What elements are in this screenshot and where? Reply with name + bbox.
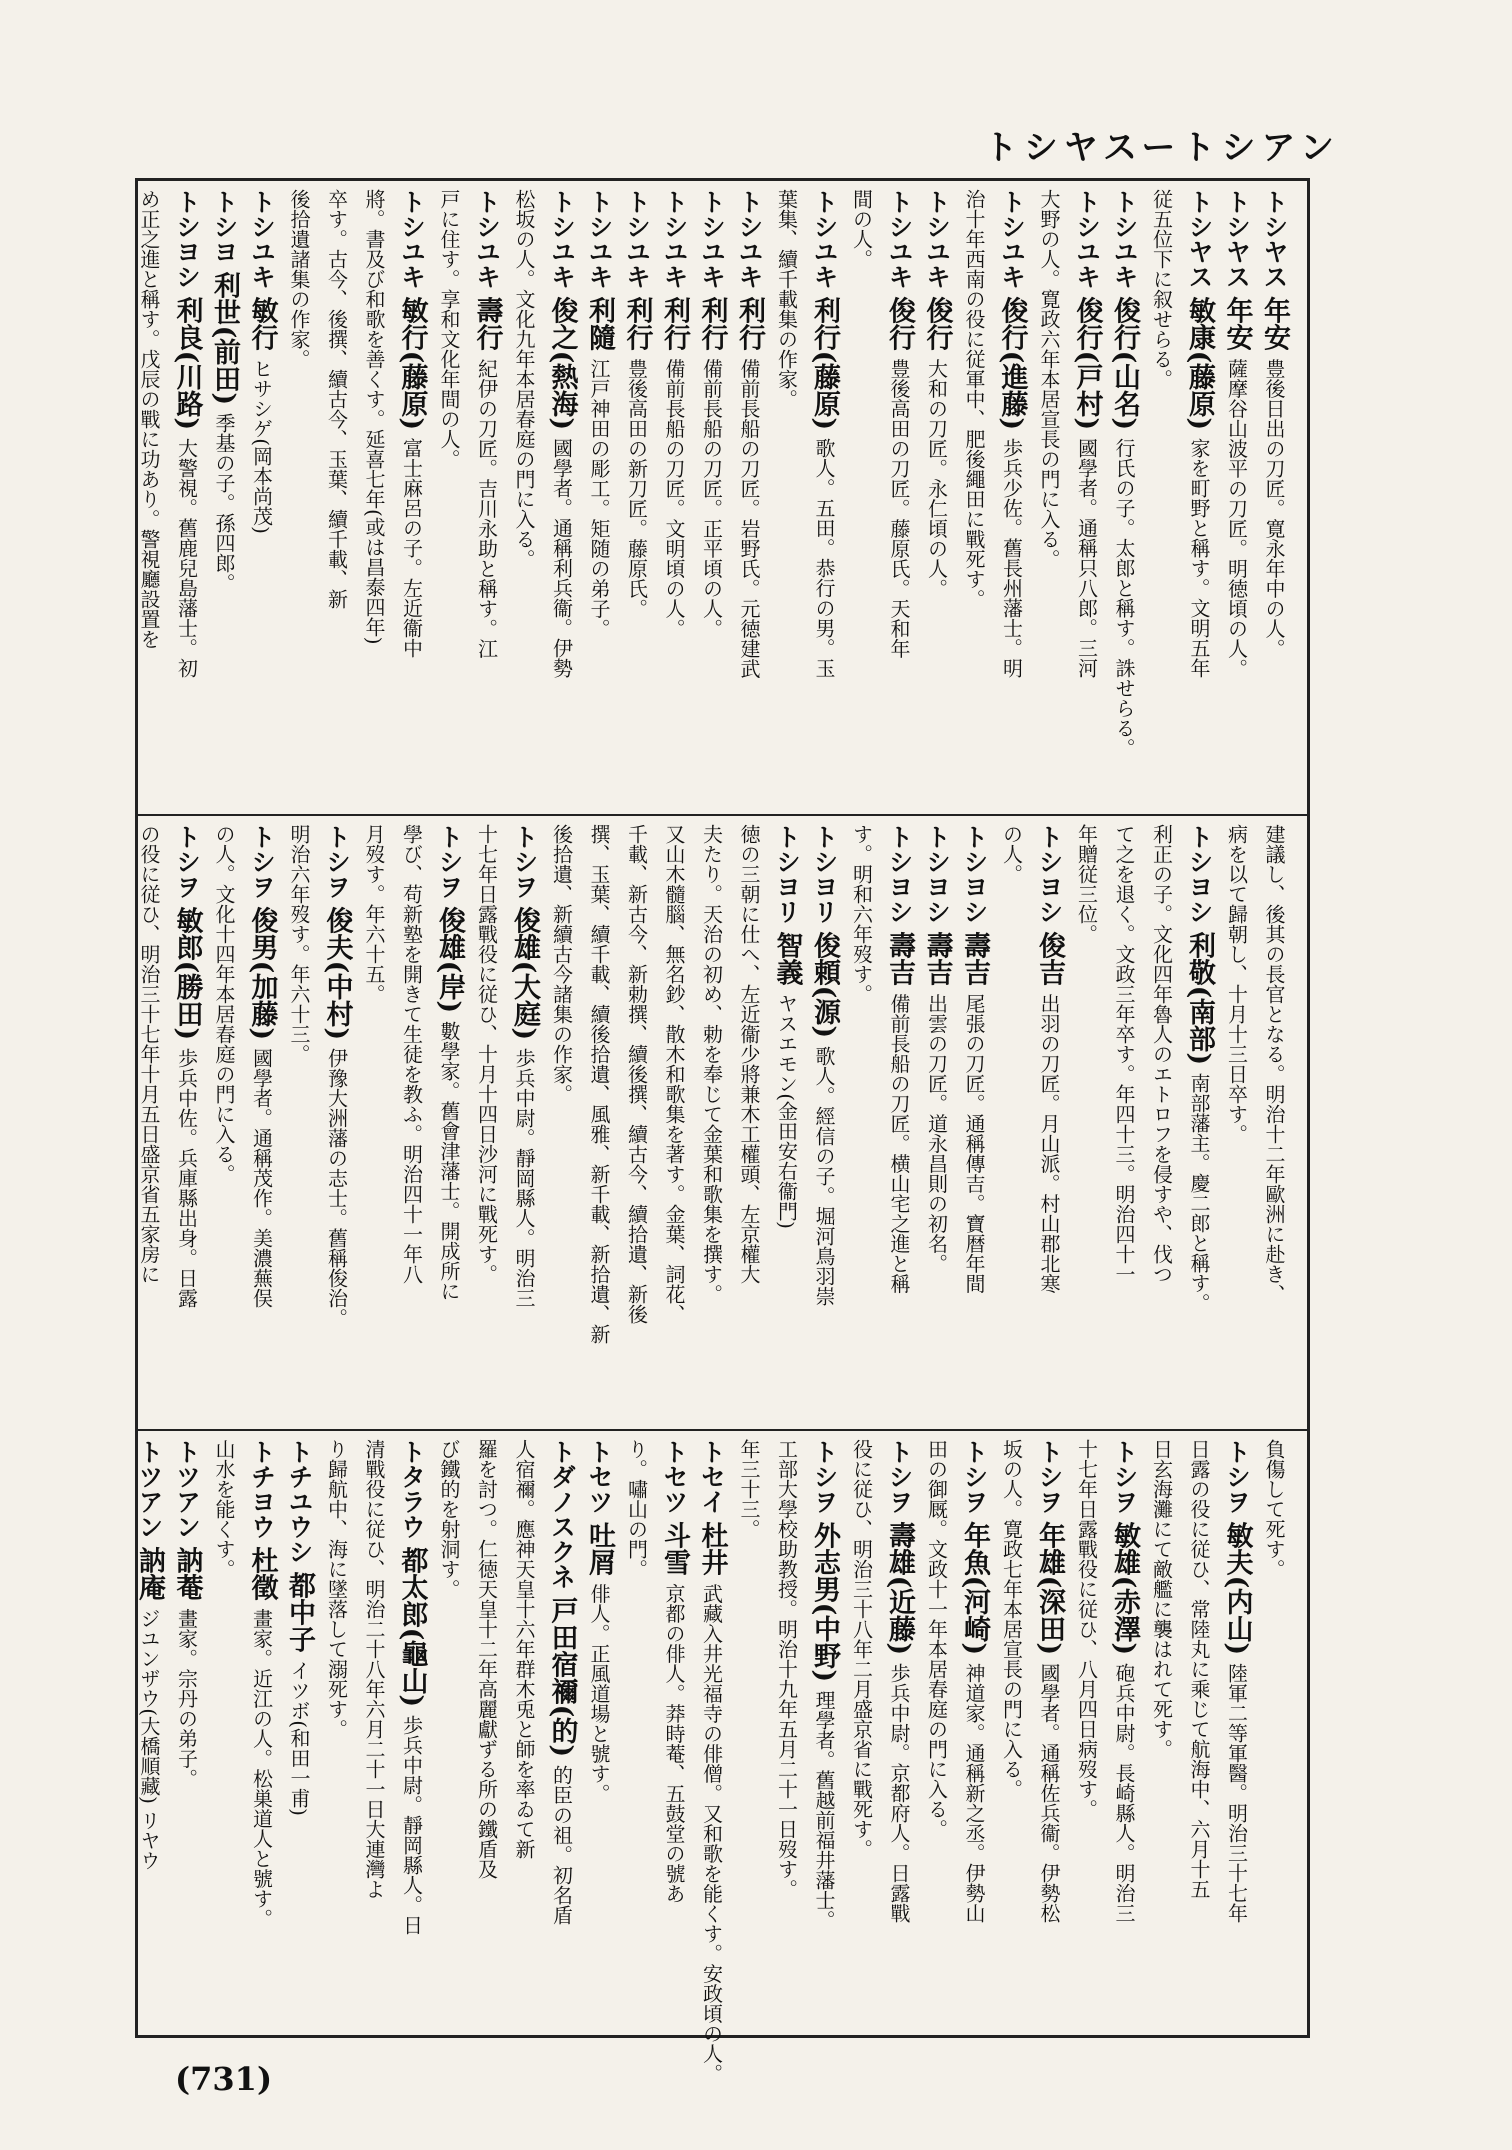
entry-column <box>1181 824 1219 1421</box>
entry-description: 月歿す。年六十五。 <box>362 824 386 1004</box>
entry-column <box>206 189 244 806</box>
entry-description: 十七年日露戰役に従ひ、八月四日病歿す。 <box>1074 1439 1099 1819</box>
entry-column <box>131 824 169 1421</box>
entry-reading: トシユキ <box>1110 189 1139 289</box>
entry-reading: トシヲ <box>1110 1439 1139 1514</box>
entry-description: 理學者。舊越前福井藩士。 <box>812 1689 836 1930</box>
entry-description: 松坂の人。文化九年本居春庭の門に入る。 <box>512 189 536 569</box>
entry-column <box>131 189 169 806</box>
entry-column <box>656 1439 694 2027</box>
entry-reading: トシヲ <box>510 824 539 899</box>
entry-description: 負傷して死す。 <box>1262 1439 1286 1579</box>
entry-column <box>993 1439 1031 2027</box>
entry-name: 俊頼(源) <box>809 931 840 1039</box>
entry-column <box>731 824 769 1421</box>
entry-description: 病を以て歸朝し、十月十三日卒す。 <box>1224 824 1249 1144</box>
entry-column <box>1068 1439 1106 2027</box>
entry-column <box>881 824 919 1421</box>
running-title: トシヤスートシアン <box>983 128 1340 168</box>
entry-description: 富士麻呂の子。左近衞中 <box>399 437 424 658</box>
entry-name: 訥庵 <box>134 1546 165 1601</box>
entry-reading: トチヨウ <box>247 1439 277 1539</box>
entry-description: 年三十三。 <box>737 1439 761 1539</box>
entry-description: 後拾遺諸集の作家。 <box>287 189 311 369</box>
entry-column <box>1143 1439 1181 2027</box>
entry-description: 薩摩谷山波平の刀匠。明徳頃の人。 <box>1224 358 1249 679</box>
entry-column <box>806 824 844 1421</box>
entry-description: 歌人。經信の子。堀河鳥羽崇 <box>812 1045 836 1306</box>
entry-description: 豊後日出の刀匠。寛永年中の人。 <box>1262 358 1286 659</box>
entry-reading: トタラウ <box>397 1439 427 1539</box>
entry-name: 俊之(熱海) <box>546 296 578 431</box>
entry-description: 歩兵中尉。靜岡縣人。明治三 <box>512 1047 536 1308</box>
entry-column <box>206 1439 244 2027</box>
entry-column <box>543 189 581 806</box>
entry-column <box>956 824 994 1421</box>
entry-description: 坂の人。寛政七年本居宣長の門に入る。 <box>999 1439 1024 1799</box>
entry-reading: トシユキ <box>810 189 839 289</box>
entry-description: 日玄海灘にて敵艦に襲はれて死す。 <box>1149 1439 1174 1759</box>
entry-column <box>1256 189 1294 806</box>
entry-name: 都中子 <box>284 1571 315 1653</box>
entry-reading: トシヤス <box>1185 189 1214 289</box>
entry-description: 羅を討つ。仁徳天皇十二年高麗獻ずる所の鐵盾及 <box>474 1439 499 1879</box>
entry-reading: トシユキ <box>247 189 277 289</box>
entry-column <box>168 824 206 1421</box>
entry-reading: トシヤス <box>1222 189 1252 289</box>
entry-column <box>693 824 731 1421</box>
entry-reading: トシユキ <box>397 189 427 289</box>
entry-column <box>281 189 319 806</box>
entry-description: 十七年日露戰役に従ひ、十月十四日沙河に戰死す。 <box>474 824 499 1284</box>
entry-description: 紀伊の刀匠。吉川永助と稱す。江 <box>474 358 499 659</box>
entry-reading: トシヲ <box>172 824 202 899</box>
entry-column <box>1256 1439 1294 2027</box>
entry-column <box>243 1439 281 2027</box>
entry-description: 行氏の子。太郎と稱す。誅せらる。 <box>1112 437 1136 758</box>
entry-column <box>581 1439 619 2027</box>
entry-column <box>956 1439 994 2027</box>
entry-name: 利隨 <box>584 296 615 351</box>
entry-column <box>1181 1439 1219 2027</box>
entry-reading: トシヲ <box>1222 1439 1252 1514</box>
entry-column <box>993 189 1031 806</box>
entry-description: ヒサシゲ(岡本尚茂) <box>249 358 274 534</box>
entry-description: 的臣の祖。初名盾 <box>549 1764 574 1925</box>
entry-reading: トシヨリ <box>810 824 839 924</box>
entry-name: 壽吉 <box>921 931 953 986</box>
entry-name: 斗雪 <box>659 1521 690 1576</box>
entry-reading: トダノスクネ <box>547 1439 577 1589</box>
entry-column <box>843 1439 881 2027</box>
entry-reading: トシヲ <box>435 824 464 899</box>
entry-reading: トシユキ <box>1072 189 1102 289</box>
tier-middle <box>138 816 1307 1431</box>
entry-column <box>918 1439 956 2027</box>
entry-column <box>206 824 244 1421</box>
entry-reading: トシヨシ <box>885 824 914 924</box>
entry-column <box>506 189 544 806</box>
entry-reading: トシヤス <box>1260 189 1289 289</box>
entry-reading: トセイ <box>697 1439 727 1514</box>
entry-description: 歩兵少佐。舊長州藩士。明 <box>999 437 1024 678</box>
entry-description: 田の御厩。文政十一年本居春庭の門に入る。 <box>924 1439 949 1839</box>
entry-description: 備前長船の刀匠。横山宅之進と稱 <box>887 993 911 1294</box>
entry-name: 年安 <box>1221 296 1253 351</box>
entry-description: 季基の子。孫四郎。 <box>212 412 236 593</box>
entry-column <box>1068 189 1106 806</box>
entry-column <box>281 1439 319 2027</box>
entry-column <box>768 1439 806 2027</box>
entry-column <box>1031 189 1069 806</box>
entry-description: 家を町野と稱す。文明五年 <box>1187 437 1211 678</box>
entry-name: 利世(前田) <box>209 271 240 406</box>
entry-column <box>993 824 1031 1421</box>
entry-name: 利行 <box>734 296 765 351</box>
entry-column <box>506 1439 544 2027</box>
entry-column <box>1031 824 1069 1421</box>
entry-column <box>843 824 881 1421</box>
entry-column <box>693 1439 731 2084</box>
entry-description: 工部大學校助教授。明治十九年五月二十一日歿す。 <box>774 1439 799 1899</box>
entry-reading: トシヨシ <box>172 189 202 289</box>
entry-column <box>731 189 769 806</box>
entry-column <box>881 189 919 806</box>
entry-description: 徳の三朝に仕へ、左近衞少將兼木工權頭、左京權大 <box>737 824 761 1284</box>
entry-description: 役に従ひ、明治三十八年二月盛京省に戰死す。 <box>849 1439 874 1859</box>
entry-column <box>693 189 731 806</box>
entry-description: 卒す。古今、後撰、續古今、玉葉、續千載、新 <box>324 189 349 609</box>
entry-column <box>956 189 994 806</box>
entry-description: て之を退く。文政三年卒す。年四十三。明治四十一 <box>1112 824 1136 1284</box>
entry-column <box>768 824 806 1421</box>
entry-description: 撰、玉葉、續千載、續後拾遺、風雅、新千載、新拾遺、新 <box>587 824 611 1344</box>
entry-name: 俊男(加藤) <box>246 906 278 1041</box>
entry-description: 尾張の刀匠。通稱傳吉。寶暦年間 <box>962 993 986 1294</box>
entry-name: 敏行(藤原) <box>396 296 428 431</box>
entry-description: 國學者。通稱茂作。美濃蕪俣 <box>249 1047 274 1308</box>
entry-description: 畫家。近江の人。松巣道人と號す。 <box>249 1608 274 1929</box>
entry-description: ヤスエモン(金田安右衞門) <box>774 993 799 1229</box>
entry-description: ジユンザウ(大橋順藏) リヤウ <box>137 1608 161 1871</box>
entry-description: 京都の俳人。莽時菴、五鼓堂の號あ <box>662 1583 686 1904</box>
entry-name: 年魚(河崎) <box>959 1521 990 1656</box>
entry-description: 數學家。舊會津藩士。開成所に <box>437 1020 461 1301</box>
entry-name: 都太郎(龜山) <box>396 1546 428 1708</box>
entry-column <box>618 1439 656 2027</box>
entry-description: 又山木髓腦、無名鈔、散木和歌集を著す。金葉、詞花、 <box>662 824 686 1324</box>
entry-reading: トチユウシ <box>285 1439 314 1564</box>
entry-description: 豊後高田の新刀匠。藤原氏。 <box>624 358 649 619</box>
entry-column <box>243 189 281 806</box>
entry-column <box>243 824 281 1421</box>
entry-description: イツボ(和田一甫) <box>287 1660 311 1816</box>
entry-reading: トツアン <box>172 1439 202 1539</box>
entry-description: 山水を能くす。 <box>212 1439 236 1579</box>
entry-column <box>318 189 356 806</box>
entry-column <box>1143 824 1181 1421</box>
entry-name: 年雄(深田) <box>1034 1521 1065 1656</box>
entry-description: 利正の子。文化四年魯人のエトロフを侵すや、伐つ <box>1149 824 1174 1284</box>
entry-column <box>356 824 394 1421</box>
entry-name: 俊吉 <box>1034 931 1065 986</box>
entry-name: 壽吉 <box>884 931 915 986</box>
entry-column <box>1106 189 1144 806</box>
entry-name: 俊行(山名) <box>1109 296 1140 431</box>
entry-column <box>318 824 356 1421</box>
entry-column <box>1106 824 1144 1421</box>
entry-reading: トシヨシ <box>1185 824 1214 924</box>
entry-name: 壽雄(近藤) <box>884 1521 915 1656</box>
entry-column <box>356 189 394 806</box>
entry-name: 敏郎(勝田) <box>171 906 203 1041</box>
entry-name: 俊行(戸村) <box>1071 296 1103 431</box>
entry-description: 伊豫大洲藩の志士。舊稱俊治。 <box>324 1047 349 1328</box>
entry-column <box>618 824 656 1421</box>
entry-reading: トセツ <box>585 1439 614 1514</box>
entry-name: 俊行 <box>921 296 953 351</box>
entry-description: 歩兵中佐。兵庫縣出身。日露 <box>174 1047 199 1308</box>
entry-description: 大野の人。寛政六年本居宣長の門に入る。 <box>1037 189 1061 569</box>
entry-name: 訥菴 <box>171 1546 203 1601</box>
entry-description: 夫たり。天治の初め、勅を奉じて金葉和歌集を撰す。 <box>699 824 724 1304</box>
entry-column <box>806 189 844 806</box>
entry-name: 敏行 <box>246 296 278 351</box>
entry-reading: トシヨシ <box>960 824 989 924</box>
entry-column <box>1106 1439 1144 2027</box>
entry-description: 年贈従三位。 <box>1074 824 1099 944</box>
entry-column <box>1218 824 1256 1421</box>
entry-description: 神道家。通稱新之丞。伊勢山 <box>962 1662 986 1923</box>
entry-reading: トシユキ <box>997 189 1027 289</box>
entry-description: 葉集、續千載集の作家。 <box>774 189 799 409</box>
entry-reading: トセツ <box>660 1439 689 1514</box>
entry-column <box>431 189 469 806</box>
entry-description: 俳人。正風道場と號す。 <box>587 1583 611 1804</box>
entry-description: 明治六年歿す。年六十三。 <box>287 824 311 1064</box>
entry-name: 敏夫(内山) <box>1221 1521 1253 1656</box>
entry-column <box>581 824 619 1421</box>
entry-description: 間の人。 <box>849 189 874 269</box>
entry-column <box>543 824 581 1421</box>
entry-column <box>281 824 319 1421</box>
entry-description: 國學者。通稱佐兵衞。伊勢松 <box>1037 1662 1061 1923</box>
entry-column <box>431 824 469 1421</box>
entry-column <box>506 824 544 1421</box>
entry-reading: トシヨシ <box>922 824 952 924</box>
entry-name: 外志男(中野) <box>809 1521 840 1683</box>
entry-column <box>468 824 506 1421</box>
entry-reading: トシユキ <box>697 189 727 289</box>
entry-name: 利行 <box>696 296 728 351</box>
entry-description: 後拾遺、新續古今諸集の作家。 <box>549 824 574 1104</box>
entry-reading: トシヨリ <box>772 824 802 924</box>
entry-description: 戸に住す。享和文化年間の人。 <box>437 189 461 469</box>
entry-description: び鐵的を射洞す。 <box>437 1439 461 1599</box>
entry-reading: トシヲ <box>810 1439 839 1514</box>
entry-description: 歌人。五田。恭行の男。玉 <box>812 437 836 678</box>
entry-description: 豊後高田の刀匠。藤原氏。天和年 <box>887 358 911 659</box>
entry-description: 治十年西南の役に従軍中、肥後繩田に戰死す。 <box>962 189 986 609</box>
entry-description: 出雲の刀匠。道永昌則の初名。 <box>924 993 949 1274</box>
entry-column <box>881 1439 919 2027</box>
entry-reading: トシユキ <box>660 189 689 289</box>
entry-name: 利敬(南部) <box>1184 931 1215 1066</box>
entry-description: 人宿禰。應神天皇十六年群木兎と師を率ゐて新 <box>512 1439 536 1859</box>
entry-description: め正之進と稱す。戊辰の戰に功あり。警視廳設置を <box>137 189 161 649</box>
entry-description: 日露の役に従ひ、常陸丸に乘じて航海中、六月十五 <box>1187 1439 1211 1899</box>
entry-column <box>318 1439 356 2027</box>
entry-description: 従五位下に叙せらる。 <box>1149 189 1174 389</box>
entry-name: 俊行 <box>884 296 915 351</box>
entry-name: 俊行(進藤) <box>996 296 1028 431</box>
entry-name: 敏雄(赤澤) <box>1109 1521 1140 1656</box>
entry-column <box>131 1439 169 2027</box>
entry-column <box>1143 189 1181 806</box>
entry-reading: トシヲ <box>885 1439 914 1514</box>
entry-column <box>356 1439 394 2027</box>
entry-description: の人。文化十四年本居春庭の門に入る。 <box>212 824 236 1184</box>
entry-column <box>1256 824 1294 1421</box>
entry-description: 備前長船の刀匠。岩野氏。元徳建武 <box>737 358 761 679</box>
entry-description: す。明和六年歿す。 <box>849 824 874 1004</box>
entry-name: 杜徵 <box>246 1546 278 1601</box>
entry-name: 利行 <box>659 296 690 351</box>
entry-description: 南部藩主。慶二郎と稱す。 <box>1187 1072 1211 1313</box>
entry-description: 砲兵中尉。長崎縣人。明治三 <box>1112 1662 1136 1923</box>
entry-name: 利行 <box>621 296 653 351</box>
entry-description: 將。書及び和歌を善くす。延喜七年(或は昌泰四年) <box>362 189 386 645</box>
entry-name: 利行(藤原) <box>809 296 840 431</box>
entry-column <box>1031 1439 1069 2027</box>
entry-column <box>393 824 431 1421</box>
entry-description: 國學者。通稱利兵衞。伊勢 <box>549 437 574 678</box>
entry-description: 清戰役に従ひ、明治二十八年六月二十一日大連灣よ <box>362 1439 386 1899</box>
entry-description: 備前長船の刀匠。文明頃の人。 <box>662 358 686 639</box>
entry-column <box>618 189 656 806</box>
entry-description: 備前長船の刀匠。正平頃の人。 <box>699 358 724 639</box>
entry-reading: トシユキ <box>622 189 652 289</box>
entry-description: り。嘯山の門。 <box>624 1439 649 1579</box>
entry-description: 武藏入井光福寺の俳僧。又和歌を能くす。安政頃の人。 <box>699 1583 724 2084</box>
entry-column <box>393 1439 431 2027</box>
entry-column <box>806 1439 844 2027</box>
entry-description: 國學者。通稱只八郎。三河 <box>1074 437 1099 678</box>
entry-name: 戸田宿禰(的) <box>546 1596 578 1758</box>
entry-name: 吐屑 <box>584 1521 615 1576</box>
entry-reading: トシヲ <box>247 824 277 899</box>
entry-description: 畫家。宗丹の弟子。 <box>174 1608 199 1789</box>
entry-column <box>1068 824 1106 1421</box>
entry-description: 陸軍二等軍醫。明治三十七年 <box>1224 1662 1249 1923</box>
entry-name: 敏康(藤原) <box>1184 296 1215 431</box>
entry-description: 千載、新古今、新勅撰、續後撰、續古今、續拾遺、新後 <box>624 824 649 1324</box>
entry-column <box>656 824 694 1421</box>
entry-column <box>918 189 956 806</box>
entry-reading: トシユキ <box>472 189 502 289</box>
entry-column <box>918 824 956 1421</box>
entry-reading: トシヲ <box>960 1439 989 1514</box>
entry-name: 壽吉 <box>959 931 990 986</box>
entry-reading: トシユキ <box>585 189 614 289</box>
entry-column <box>431 1439 469 2027</box>
entry-column <box>843 189 881 806</box>
entry-description: 建議し、後其の長官となる。明治十二年歐洲に赴き、 <box>1262 824 1286 1304</box>
entry-column <box>1181 189 1219 806</box>
entry-column <box>581 189 619 806</box>
entry-reading: トシユキ <box>735 189 764 289</box>
entry-reading: トシヲ <box>1035 1439 1064 1514</box>
entry-name: 壽行 <box>471 296 503 351</box>
entry-reading: トシヨ <box>210 189 239 264</box>
entry-column <box>393 189 431 806</box>
entry-column <box>656 189 694 806</box>
entry-column <box>543 1439 581 2027</box>
entry-name: 利良(川路) <box>171 296 203 431</box>
page-number: (731) <box>175 2060 273 2098</box>
entry-reading: トシヲ <box>322 824 352 899</box>
entry-description: の人。 <box>999 824 1024 884</box>
entry-column <box>468 1439 506 2027</box>
entry-name: 年安 <box>1259 296 1290 351</box>
entry-column <box>168 1439 206 2027</box>
entry-name: 俊雄(岸) <box>434 906 465 1014</box>
entry-reading: トシユキ <box>547 189 577 289</box>
entry-reading: トツアン <box>135 1439 164 1539</box>
entry-description: 學び、苟新塾を開きて生徒を教ふ。明治四十一年八 <box>399 824 424 1284</box>
entry-reading: トシユキ <box>922 189 952 289</box>
entry-column <box>168 189 206 806</box>
entry-description: 江戸神田の彫工。矩随の弟子。 <box>587 358 611 639</box>
entry-description: 歩兵中尉。靜岡縣人。日 <box>399 1714 424 1935</box>
entry-name: 杜井 <box>696 1521 728 1576</box>
entry-column <box>731 1439 769 2027</box>
entry-name: 俊雄(大庭) <box>509 906 540 1041</box>
entry-description: 歩兵中尉。京都府人。日露戰 <box>887 1662 911 1923</box>
entry-column <box>468 189 506 806</box>
tier-top <box>138 181 1307 816</box>
entry-column <box>1218 1439 1256 2027</box>
entry-column <box>768 189 806 806</box>
entry-description: 大和の刀匠。永仁頃の人。 <box>924 358 949 599</box>
entry-name: 俊夫(中村) <box>321 906 353 1041</box>
entry-description: の役に従ひ、明治三十七年十月五日盛京省五家房に <box>137 824 161 1284</box>
entry-reading: トシヨシ <box>1035 824 1064 924</box>
entry-reading: トシユキ <box>885 189 914 289</box>
entry-description: 出羽の刀匠。月山派。村山郡北寒 <box>1037 993 1061 1294</box>
entry-description: り歸航中、海に墜落して溺死す。 <box>324 1439 349 1739</box>
entry-column <box>1218 189 1256 806</box>
entry-description: 大警視。舊鹿兒島藩士。初 <box>174 437 199 678</box>
entry-name: 智義 <box>771 931 803 986</box>
